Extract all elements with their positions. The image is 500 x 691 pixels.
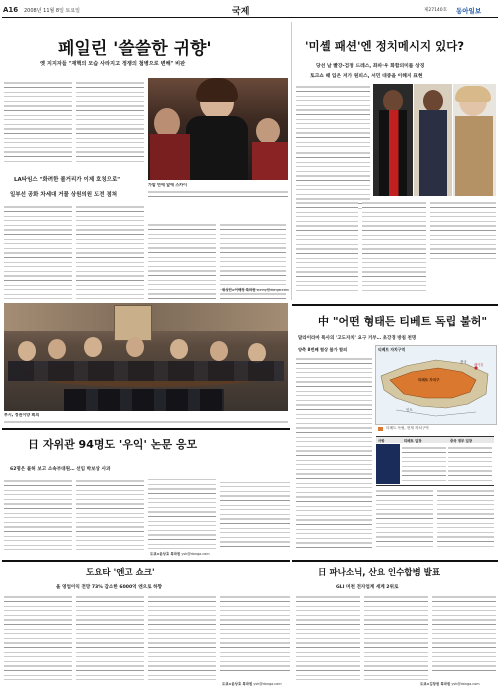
- tibet-map-label-beijing: 베이징: [474, 363, 484, 367]
- panasonic-byline-name: 도쿄=김창원 특파원: [420, 682, 451, 686]
- panasonic-subhead: GLI 머천 전자업계 세계 2위로: [336, 585, 399, 590]
- toyota-headline: 도요타 '엔고 쇼크': [86, 568, 155, 578]
- tibet-map: [375, 345, 497, 425]
- tibet-kicker: 양측 8번째 협상 불가 합의: [298, 347, 348, 352]
- japan-body: [4, 478, 290, 550]
- palin-photo: [148, 78, 288, 180]
- palin-section-head-1: LA타임스 "화려한 볼거리가 이제 호칭으로": [14, 177, 121, 183]
- toyota-subhead: 올 영업이익 전망 73% 감소한 6000억 엔으로 하향: [56, 585, 162, 590]
- tibet-map-label-china: 중국: [460, 360, 467, 364]
- tibet-map-label-india: 인도: [406, 408, 413, 412]
- meeting-photo: [4, 303, 288, 411]
- page-number: A16: [3, 6, 19, 14]
- tibet-map-graphic: [376, 346, 496, 424]
- japan-byline-email[interactable]: ysh@donga.com: [181, 552, 210, 556]
- michelle-body-bottom: [296, 150, 496, 300]
- panasonic-body: [296, 594, 496, 680]
- michelle-subhead-2: 토크쇼 때 입은 저가 원피스, 서민 대중을 이해지 표현: [310, 74, 423, 79]
- toyota-body: [4, 594, 290, 680]
- michelle-headline: '미셸 패션'엔 정치메시지 있다?: [305, 39, 465, 53]
- issue-date: 2008년 11월 8일 토요일: [24, 8, 81, 14]
- meeting-caption: [4, 413, 288, 425]
- panasonic-headline: 日 파나소닉, 산요 인수합병 발표: [318, 568, 441, 578]
- palin-byline-name: 워싱턴=이해정 특파원: [222, 288, 256, 292]
- tibet-map-legend: [376, 425, 494, 433]
- tibet-body-left: [296, 356, 372, 550]
- palin-caption: [148, 183, 288, 199]
- palin-headline: 페일린 '쓸쓸한 귀향': [58, 39, 212, 59]
- tibet-headline: 中 "어떤 형태든 티베트 독립 불허": [318, 315, 488, 328]
- tibet-map-legend-text: 티베트 독립, 현재 자치구역: [386, 426, 429, 430]
- masthead: [0, 0, 500, 20]
- toyota-top-rule: [2, 560, 290, 562]
- palin-body-col1: [4, 80, 72, 162]
- tibet-top-rule: [292, 304, 498, 306]
- palin-body-lower: [4, 204, 286, 299]
- palin-section-head-2: 일부선 공화 차세대 거물 상원의원 도전 점쳐: [10, 192, 118, 198]
- tibet-table: [376, 436, 494, 486]
- tibet-subhead: 달라이라마 특사의 '고도자치' 요구 거부… 초강경 방침 천명: [298, 336, 417, 341]
- panasonic-top-rule: [292, 560, 498, 562]
- tibet-table-header-2: 중국 정부 입장: [450, 439, 473, 443]
- masthead-rule: [2, 17, 498, 18]
- japan-byline: [150, 551, 210, 556]
- tibet-map-title: 티베트 자치구역: [378, 347, 405, 352]
- paper-logo: 동아일보: [456, 7, 482, 15]
- tibet-body-right: [376, 488, 494, 550]
- issue-number: 제27140호: [424, 8, 448, 13]
- japan-top-rule: [2, 428, 290, 430]
- japan-byline-name: 도쿄=윤상호 특파원: [150, 552, 181, 556]
- tibet-table-header-0: 사항: [378, 439, 385, 443]
- panasonic-byline-email[interactable]: ysh@donga.com: [451, 682, 480, 686]
- palin-body-col2: [76, 80, 144, 162]
- michelle-subhead-1: 당선 날 빨강-검정 드레스, 좌파·우 화합의미를 상징: [316, 64, 425, 69]
- meeting-caption-title: 부시, 정권이양 회의: [4, 413, 40, 417]
- tibet-map-label-tibet: 티베트 자치구: [418, 378, 440, 382]
- palin-byline-email[interactable]: sunny@donga.com: [256, 288, 290, 292]
- section-name: 국제: [232, 7, 250, 17]
- toyota-byline-email[interactable]: ysh@donga.com: [253, 682, 282, 686]
- toyota-byline-name: 도쿄=윤상호 특파원: [222, 682, 253, 686]
- palin-subhead: 옛 지지자들 "재핵의 모습 사라지고 정쟁의 첨병으로 변해" 비판: [40, 61, 186, 67]
- japan-headline: 日 자위관 94명도 '우익' 논문 응모: [28, 438, 198, 451]
- panasonic-byline: [420, 681, 480, 686]
- column-divider: [291, 22, 292, 300]
- tibet-table-header-1: 티베트 입장: [404, 439, 422, 443]
- japan-subhead: 62명은 불허 보고 소속부대원… 선임 박보상 사과: [10, 467, 111, 472]
- toyota-byline: [222, 681, 282, 686]
- palin-caption-title: 가알 만에 앞에 스카이: [148, 183, 187, 187]
- palin-byline: [222, 287, 289, 292]
